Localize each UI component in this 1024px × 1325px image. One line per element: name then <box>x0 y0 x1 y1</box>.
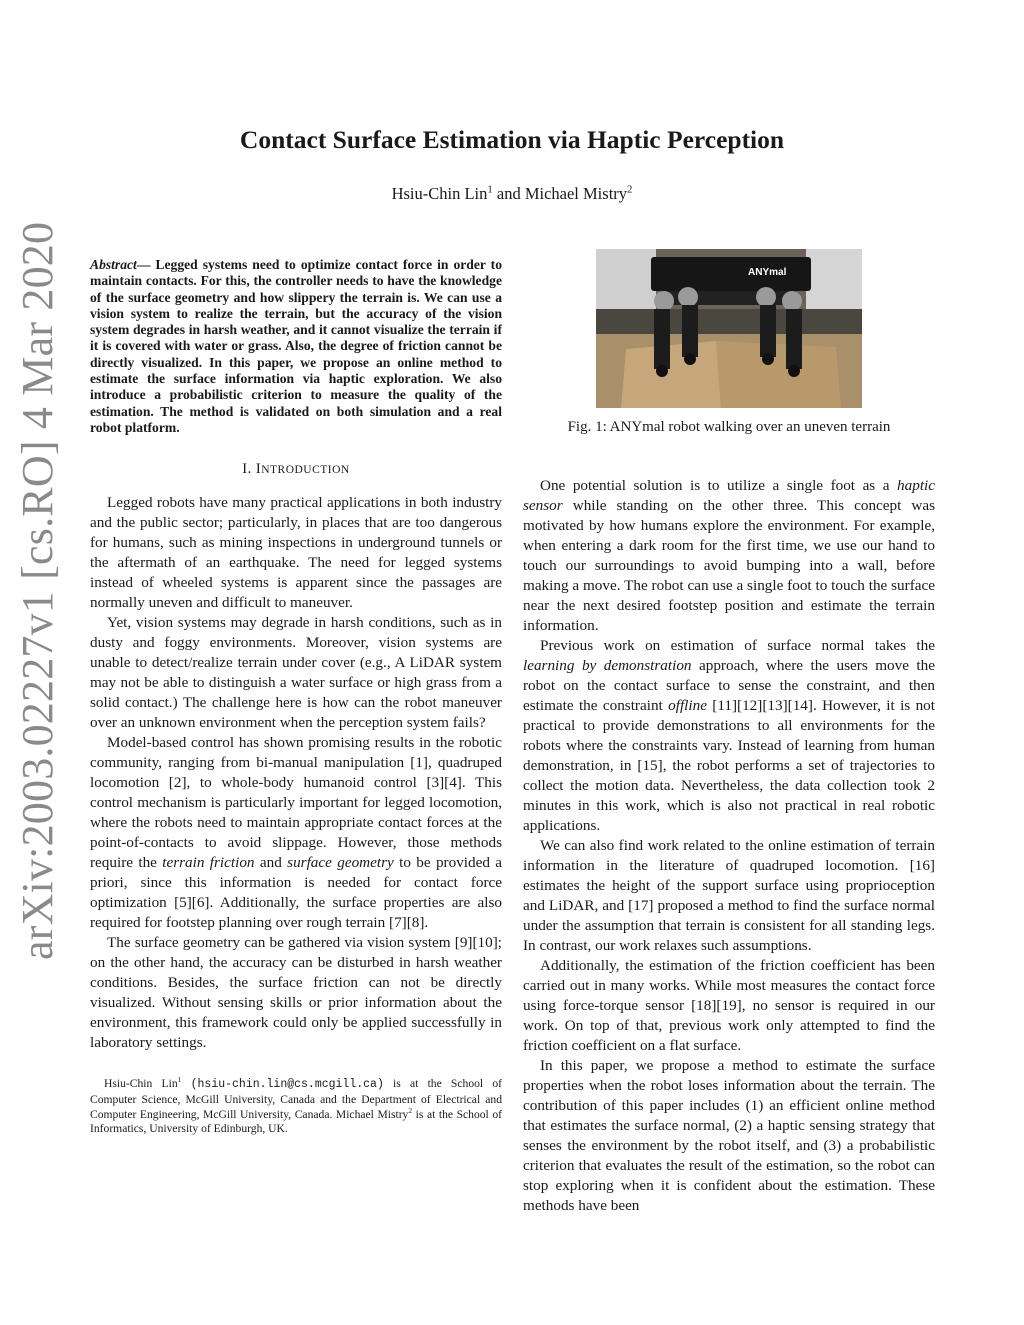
footnote-email: (hsiu-chin.lin@cs.mcgill.ca) <box>190 1078 384 1092</box>
footnote-affiliation-2: is at the School of Informatics, University of Edinburgh, UK. <box>90 1107 502 1136</box>
abstract <box>90 257 502 436</box>
right-column <box>523 476 935 1216</box>
section-heading-introduction <box>90 460 502 479</box>
right-paragraph-2 <box>523 636 935 836</box>
robot-photo-illustration <box>596 249 862 408</box>
text-run: and <box>254 854 288 872</box>
author-2-affiliation-mark: 2 <box>627 183 633 196</box>
author-line <box>150 182 874 206</box>
text-run: Previous work on estimation of surface normal takes the <box>540 637 935 654</box>
figure-caption: Fig. 1: ANYmal robot walking over an uneven terrain <box>567 419 891 435</box>
intro-paragraph-3 <box>90 733 502 933</box>
robot-figure-photo <box>596 249 862 408</box>
emphasis-haptic-sensor: haptic sensor <box>523 477 935 514</box>
abstract-text: Legged systems need to optimize contact force in order to maintain contacts. For this, the controller needs to have the knowledge of the surface geometry and how slippery the terrain is. We can use a vision system to realize the terrain, but the accuracy of the vision system degrades in harsh weather, and it cannot visualize the terrain if it is covered with water or grass. Also, the degree of friction cannot be directly visualized. In this paper, we propose an online method to estimate the surface information via haptic exploration. We also introduce a probabilistic criterion to measure the quality of the estimation. The method is validated on both simulation and a real robot platform. <box>90 257 502 435</box>
emphasis-surface-geometry: surface geometry <box>287 854 394 872</box>
text-run: One potential solution is to utilize a single foot as a <box>540 477 898 494</box>
right-paragraph-4: Additionally, the estimation of the friction coefficient has been carried out in many works. While most measures the contact force using force-torque sensor [18][19], no sensor is required in our work. On top of that, previous work only attempted to find the friction coefficient on a flat surface. <box>523 957 935 1054</box>
footnote-mark-1: 1 <box>177 1075 182 1085</box>
text-run: to be provided a priori, since this information is needed for contact force optimization [5][6]. Additionally, the surface properties are also required for footstep planning over rough terrain [7][8]. <box>90 854 503 932</box>
text-run: approach, where the users move the robot on the contact surface to sense the constraint, and then estimate the constraint <box>523 657 935 714</box>
right-paragraph-3: We can also find work related to the online estimation of terrain information in the literature of quadruped locomotion. [16] estimates the height of the support surface using proprioception and LiDAR, and [17] proposed a method to find the surface normal under the assumption that terrain is consistent for all standing legs. In contrast, our work relaxes such assumptions. <box>523 837 935 954</box>
section-number: I. <box>242 461 256 478</box>
intro-paragraph-4: The surface geometry can be gathered via vision system [9][10]; on the other hand, the accuracy can be disturbed in harsh weather conditions. Besides, the surface friction can not be directly visualized. Without sensing skills or prior information about the environment, this framework could only be applied successfully in laboratory settings. <box>90 934 502 1052</box>
intro-paragraph-1: Legged robots have many practical applications in both industry and the public sector; particularly, in places that are too dangerous for humans, such as mining inspections in underground tunnels or the aftermath of an earthquake. The need for legged systems instead of wheeled systems is apparent since the passages are normally uneven and difficult to maneuver. <box>90 494 502 612</box>
arxiv-sidebar <box>2 221 66 960</box>
right-paragraph-1 <box>523 476 935 636</box>
footnote-mark-2: 2 <box>408 1105 413 1115</box>
text-run: Model-based control has shown promising results in the robotic community, ranging from bi-manual manipulation [1], quadruped locomotion [2], to whole-body humanoid control [3][4]. This control mechanism is particularly important for legged locomotion, where the robots need to maintain appropriate contact forces at the point-of-contacts to avoid slippage. However, those methods require the <box>90 734 502 872</box>
intro-paragraph-2: Yet, vision systems may degrade in harsh conditions, such as in dusty and foggy environments. Moreover, vision systems are unable to detect/realize terrain under cover (e.g., A LiDAR system may not be able to distinguish a water surface or high grass from a solid contact.) The challenge here is how can the robot maneuver over an unknown environment when the perception system fails? <box>90 614 502 732</box>
left-column <box>90 257 502 1149</box>
text-run: while standing on the other three. This concept was motivated by how humans explore the environment. For example, when entering a dark room for the first time, we use our hand to touch our surroundings to avoid bumping into a wall, before making a move. The robot can use a single foot to touch the surface near the next desired footstep position and estimate the terrain information. <box>523 497 935 634</box>
author-1: Hsiu-Chin Lin <box>391 184 488 203</box>
arxiv-identifier: arXiv:2003.02227v1 [cs.RO] 4 Mar 2020 <box>13 221 62 960</box>
abstract-dash: — <box>136 257 156 272</box>
right-paragraph-5: In this paper, we propose a method to estimate the surface properties when the robot loses information about the terrain. The contribution of this paper includes (1) an efficient online method that estimates the surface normal, (2) a haptic sensing strategy that senses the environment by the robot itself, and (3) a probabilistic criterion that evaluates the result of the estimation, so the robot can stop exploring when it is confident about the estimation. These methods have been <box>523 1057 935 1214</box>
author-2: Michael Mistry <box>524 184 628 203</box>
author-1-affiliation-mark: 1 <box>487 183 493 196</box>
footnote-author-2: Michael Mistry <box>335 1107 409 1121</box>
paper-title: Contact Surface Estimation via Haptic Perception <box>239 125 785 154</box>
emphasis-learning-by-demonstration: learning by demonstration <box>523 657 692 674</box>
author-footnote <box>90 1077 502 1137</box>
footnote-author-1: Hsiu-Chin Lin <box>104 1077 178 1091</box>
text-run: [11][12][13][14]. However, it is not practical to provide demonstrations to all environments for the robots where the constraints vary. Instead of learning from human demonstration, in [15], the robot performs a set of trajectories to collect the motion data. Nevertheless, the data collection took 2 minutes in this work, which is also not practical in real robotic applications. <box>523 697 935 834</box>
footnote-affiliation-1: is at the School of Computer Science, McGill University, Canada and the Department of Electrical and Computer Engineering, McGill University, Canada. <box>90 1077 503 1121</box>
emphasis-offline: offline <box>668 697 707 714</box>
abstract-label: Abstract <box>90 257 137 272</box>
emphasis-terrain-friction: terrain friction <box>162 854 255 872</box>
section-title-smallcaps: NTRODUCTION <box>261 464 350 477</box>
author-conjunction: and <box>492 184 525 203</box>
robot-logo-text: ANYmal <box>748 267 787 278</box>
section-initial: I <box>255 461 262 478</box>
